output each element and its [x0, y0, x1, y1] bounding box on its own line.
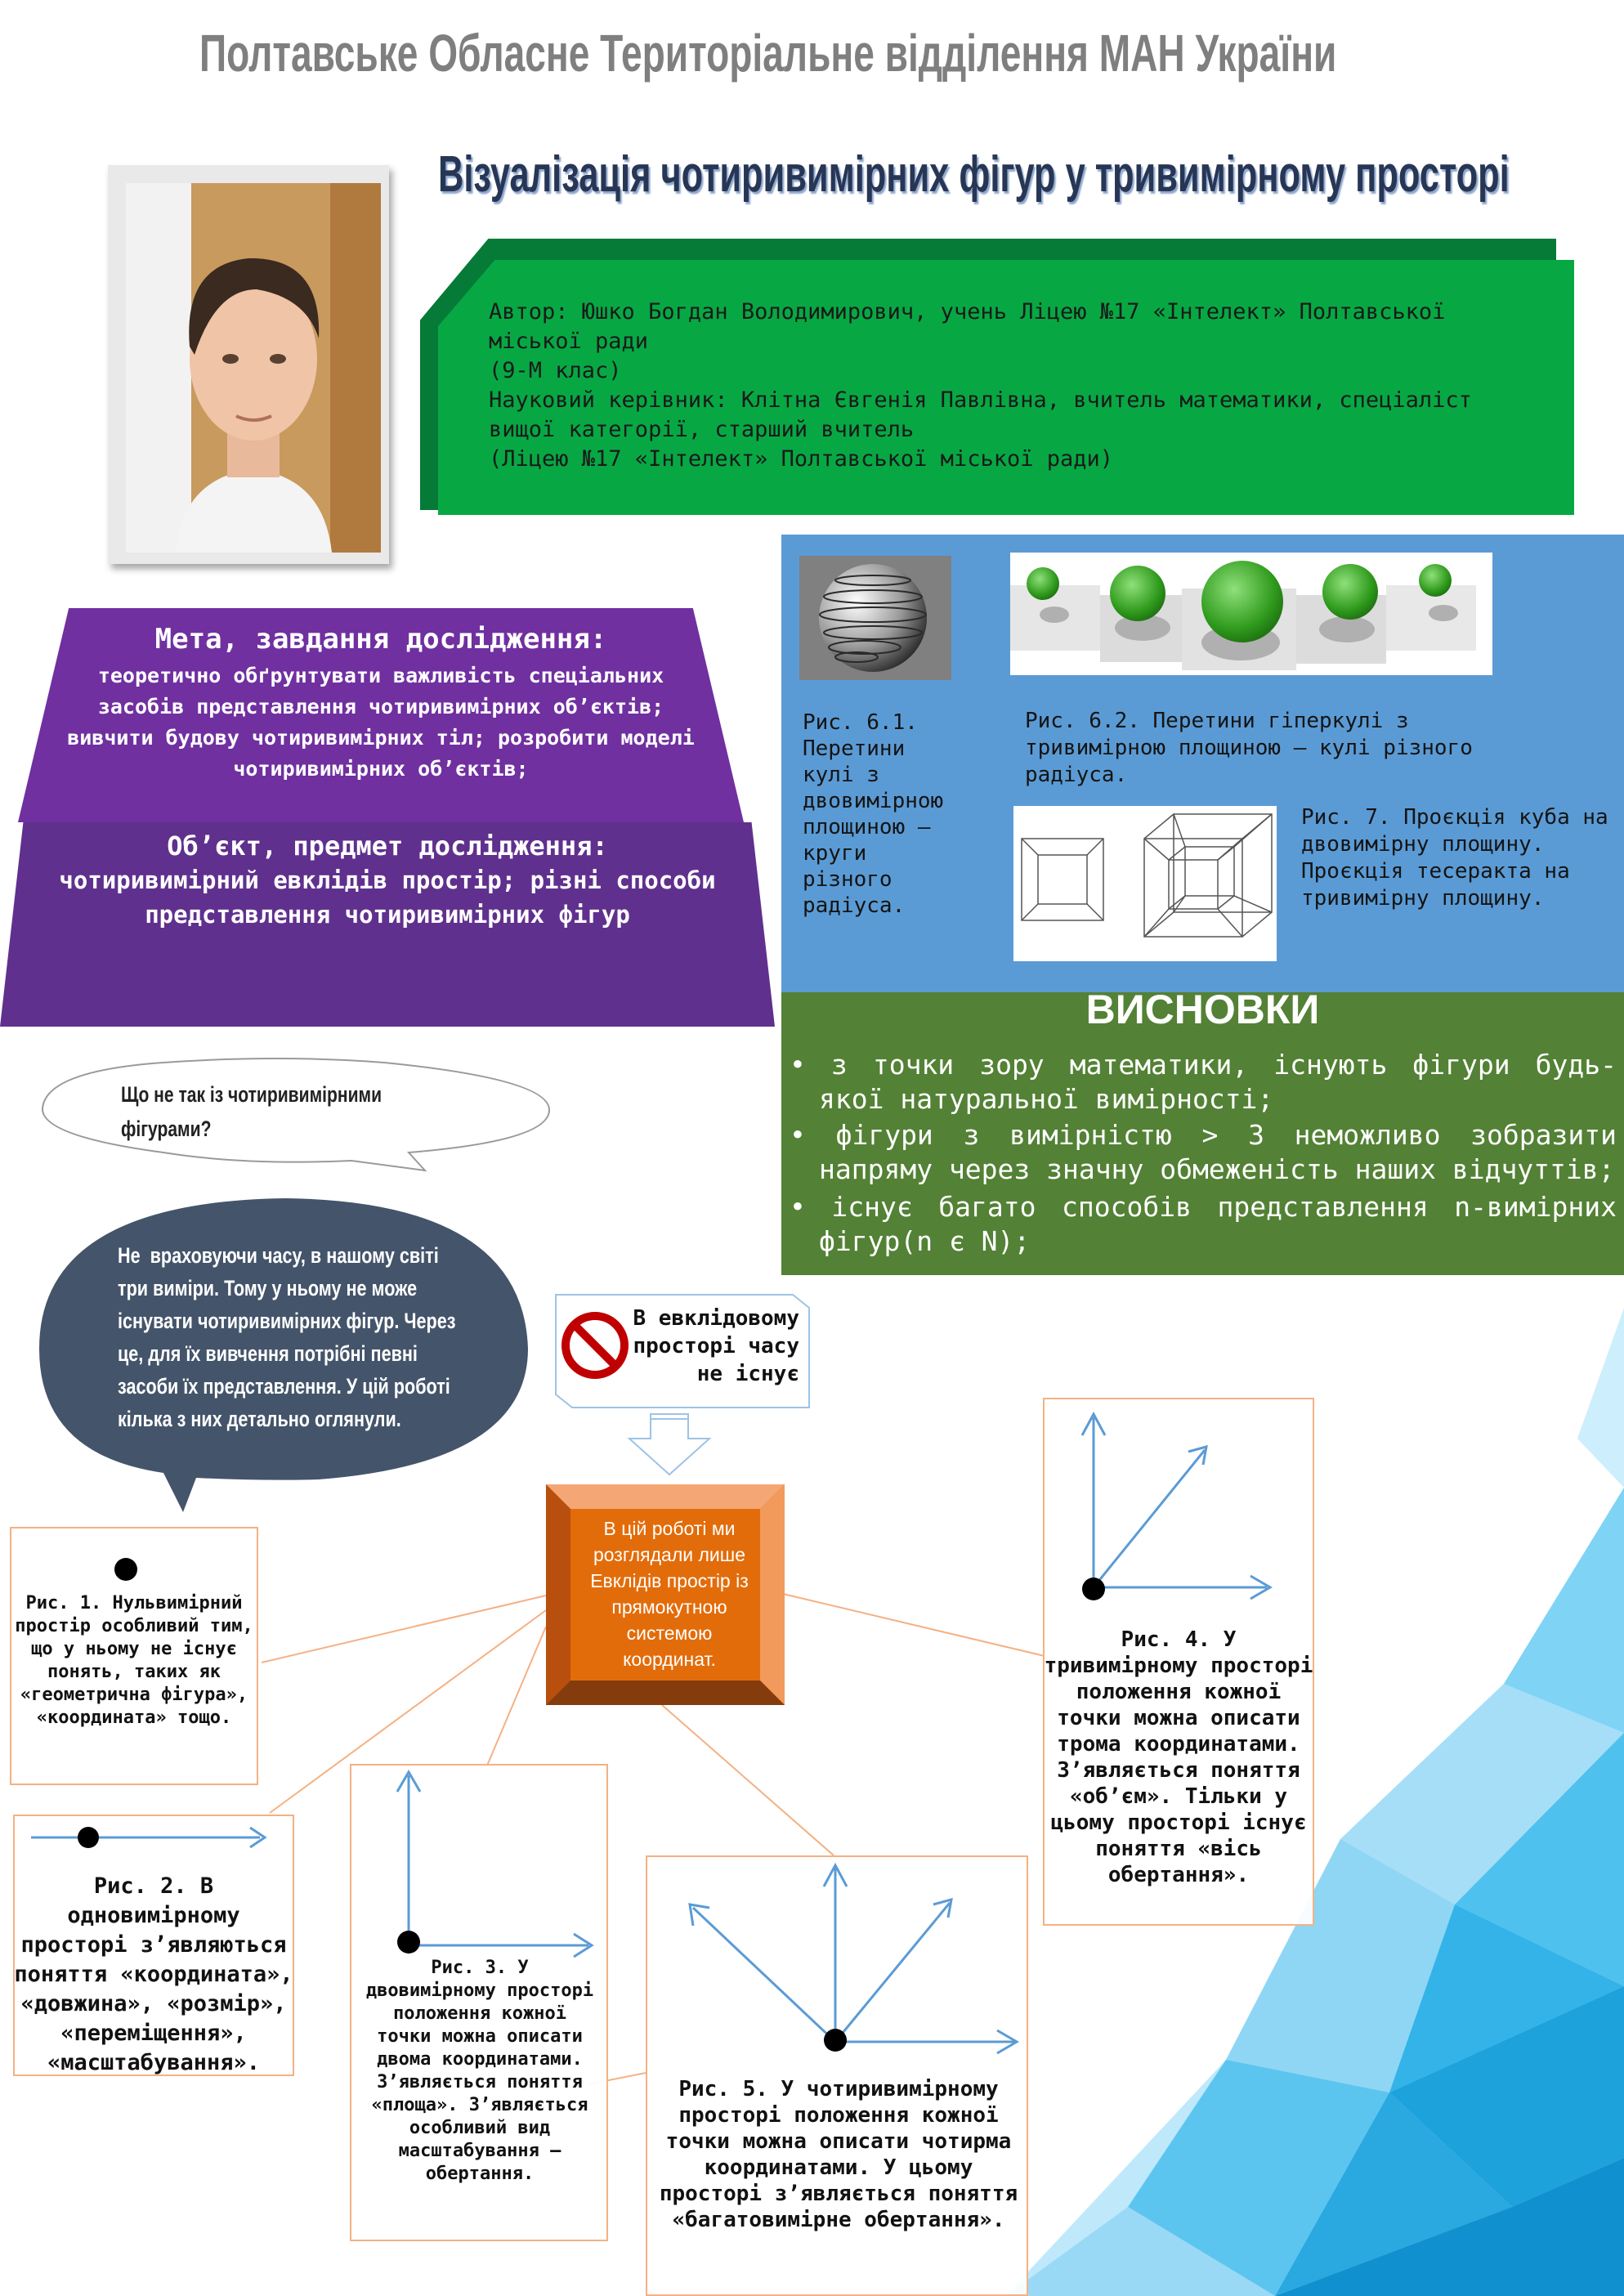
header-title: Полтавське Обласне Територіальне відділення МАН України [199, 24, 1337, 83]
question-text: Що не так із чотиривимірними фігурами? [121, 1082, 383, 1141]
author-info: Автор: Юшко Богдан Володимирович, учень Ліцею №17 «Інтелект» Полтавської міської ради (9-М клас) Науковий керівник: Клітна Євгенія Павлівна, вчитель математики, спеціаліст вищої категорії, старший вчитель (Ліцею №17 «Інтелект» Полтавської міської ради) [489, 299, 1472, 472]
conclusion-item: • існує багато способів представлення n-вимірних фігур(n є N); [790, 1191, 1617, 1257]
figure-1-caption: Рис. 1. Нульвимірний простір особливий тим, що у ньому не існує понять, таких як «геометрична фігура», «координата» тощо. [15, 1593, 253, 1728]
conclusions-title: ВИСНОВКИ [1085, 987, 1320, 1032]
explanation-text: Не враховуючи часу, в нашому світі три виміри. Тому у ньому не може існувати чотиривимірних фігур. Через це, для їх вивчення потрібні певні засоби їх представлення. У цій роботі кілька з них детально оглянули. [118, 1243, 456, 1431]
object-text: чотиривимірний евклідів простір; різні способи представлення чотиривимірних фігур [59, 866, 716, 929]
figure-6-2-caption: Рис. 6.2. Перетини гіперкулі з тривимірною площиною – кулі різного радіуса. [1025, 709, 1473, 787]
page-title: Візуалізація чотиривимірних фігур у тривимірному просторі [438, 146, 1510, 203]
center-text: В цій роботі ми розглядали лише Евклідів простір із прямокутною системою координат. [590, 1518, 749, 1670]
prohibition-icon [566, 1316, 624, 1375]
figure-6-1-caption: Рис. 6.1. Перетини кулі з двовимірною площиною – круги різного радіуса. [803, 710, 944, 918]
4d-axes-icon [647, 1857, 1028, 2078]
down-arrow-icon [629, 1414, 709, 1475]
3d-axes-icon [1045, 1399, 1314, 1620]
conclusion-item: • з точки зору математики, існують фігури будь-якої натуральної вимірності; [790, 1049, 1617, 1115]
goal-text: теоретично обґрунтувати важливість спеціальних засобів представлення чотиривимірних об’єктів; вивчити будову чотиривимірних тіл; розробити моделі чотиривимірних об’єктів; [67, 664, 695, 781]
goal-heading: Мета, завдання дослідження: [154, 623, 607, 656]
figure-7-caption: Рис. 7. Проєкція куба на двовимірну площину. Проєкція тесеракта на тривимірну площину. [1301, 805, 1608, 911]
line-axis-icon [15, 1816, 293, 1865]
no-time-text: В евклідовому просторі часу не існує [633, 1306, 799, 1386]
object-heading: Об’єкт, предмет дослідження: [167, 830, 608, 862]
2d-axes-icon [351, 1766, 608, 1970]
conclusion-item: • фігури з вимірністю > 3 неможливо зобразити напряму через значну обмеженість наших відчуттів; [790, 1119, 1617, 1185]
figure-5-caption: Рис. 5. У чотиривимірному просторі положення кожної точки можна описати чотирма координатами. У цьому просторі з’являється поняття «багатовимірне обертання». [659, 2077, 1018, 2232]
figure-2-caption: Рис. 2. В одновимірному просторі з’являються поняття «координата», «довжина», «розмір», «переміщення», «масштабування». [14, 1873, 293, 2075]
figure-4-caption: Рис. 4. У тривимірному просторі положення кожної точки можна описати трома координатами. З’являється поняття «об’єм». Тільки у цьому просторі існує поняття «вісь обертання». [1044, 1627, 1313, 1887]
figure-3-caption: Рис. 3. У двовимірному просторі положення кожної точки можна описати двома координатами. З’являється поняття «площа». З’являється особливий вид масштабування – обертання. [365, 1958, 594, 2184]
point-icon [11, 1528, 257, 1594]
